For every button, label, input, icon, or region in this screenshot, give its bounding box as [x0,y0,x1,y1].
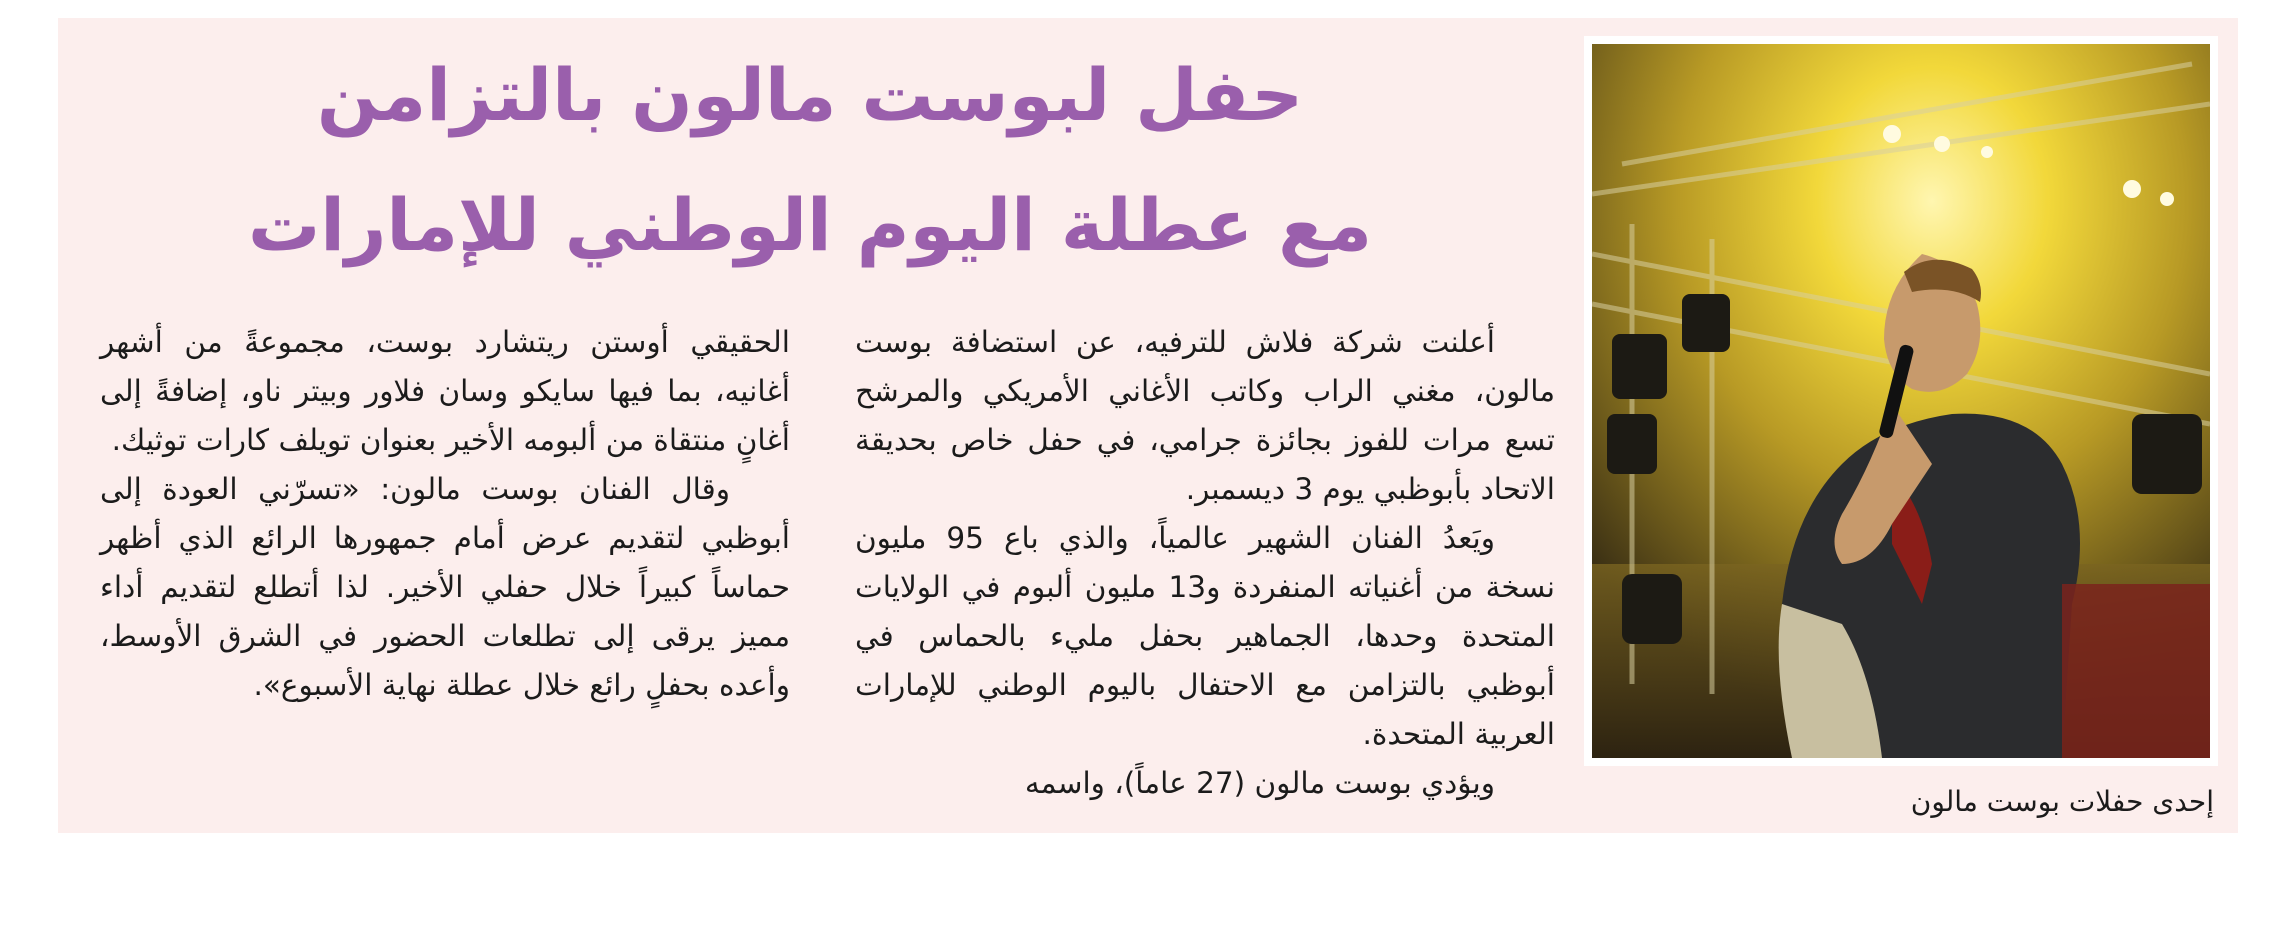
headline-line-1: حفل لبوست مالون بالتزامن [316,53,1304,137]
concert-photo-illustration [1592,44,2210,758]
paragraph: ويَعدُ الفنان الشهير عالمياً، والذي باع 95 مليون نسخة من أغنياته المنفردة و13 مليون ألبوم في الولايات المتحدة وحدها، الجماهير بحفل مليء بالحماس في أبوظبي بالتزامن مع الاحتفال باليوم الوطني للإمارات العربية المتحدة. [855,521,1555,751]
paragraph: وقال الفنان بوست مالون: «تسرّني العودة إلى أبوظبي لتقديم عرض أمام جمهورها الرائع الذي أظهر حماساً كبيراً خلال حفلي الأخير. لذا أتطلع لتقديم أداء مميز يرقى إلى تطلعات الحضور في الشرق الأوسط، وأعده بحفلٍ رائع خلال عطلة نهاية الأسبوع». [100,472,790,702]
article-column-left [100,318,790,710]
paragraph: ويؤدي بوست مالون (27 عاماً)، واسمه [1024,766,1495,800]
article-column-right [855,318,1555,808]
paragraph: الحقيقي أوستن ريتشارد بوست، مجموعةً من أشهر أغانيه، بما فيها سايكو وسان فلاور وبيتر ناو، إضافةً إلى أغانٍ منتقاة من ألبومه الأخير بعنوان تويلف كارات توثيك. [100,325,790,457]
headline-line-2: مع عطلة اليوم الوطني للإمارات [247,183,1373,267]
concert-photo [1592,44,2210,758]
paragraph: أعلنت شركة فلاش للترفيه، عن استضافة بوست مالون، مغني الراب وكاتب الأغاني الأمريكي والمرشح تسع مرات للفوز بجائزة جرامي، في حفل خاص بحديقة الاتحاد بأبوظبي يوم 3 ديسمبر. [855,325,1555,506]
article-headline [180,30,1440,290]
photo-caption: إحدى حفلات بوست مالون [1910,785,2214,818]
photo-frame [1584,36,2218,766]
